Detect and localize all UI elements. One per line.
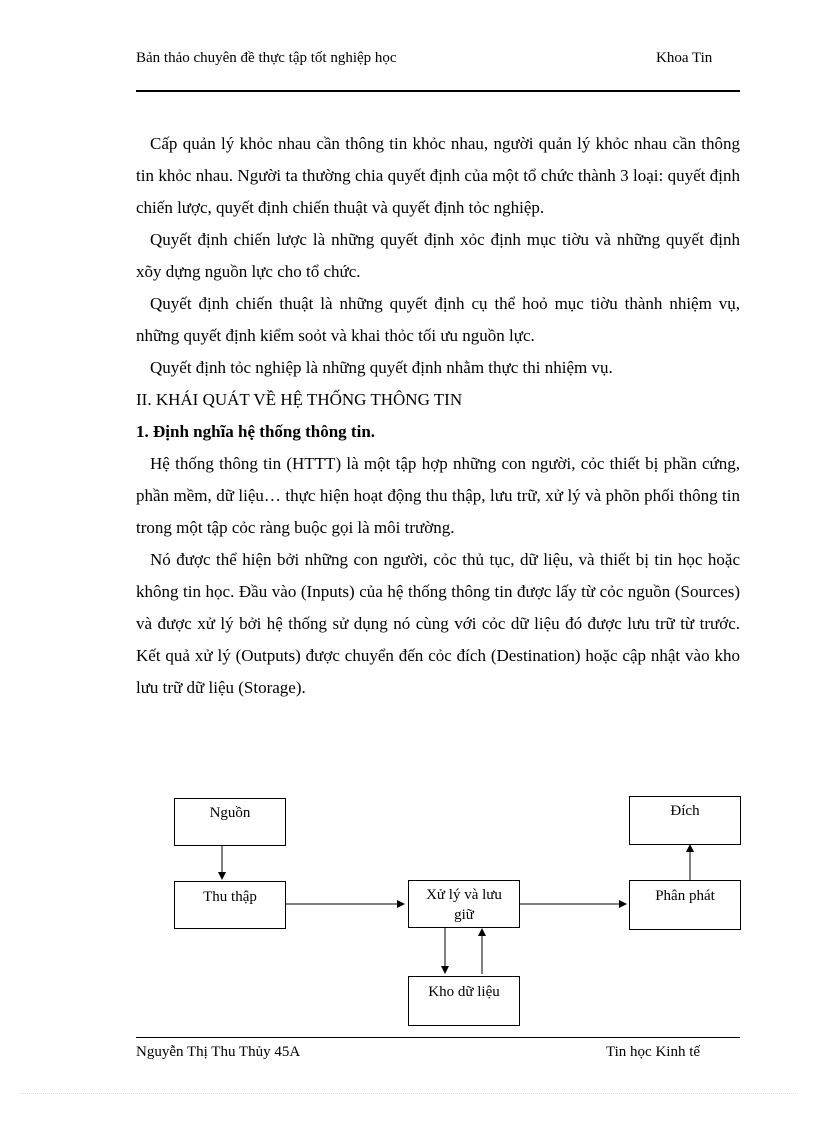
page-bottom-divider: [20, 1093, 796, 1094]
section-heading: II. KHÁI QUÁT VỀ HỆ THỐNG THÔNG TIN: [136, 390, 463, 409]
paragraph-decision-levels: Cấp quản lý khỏc nhau cần thông tin khỏc nhau, người quản lý khỏc nhau cần thông tin khỏc nhau. Người ta thường chia quyết định của một tổ chức thành 3 loại: quyết định chiến lược, quyết định chiến thuật và quyết định tỏc nghiệp.: [136, 134, 740, 217]
paragraph-description: Nó được thể hiện bởi những con người, cỏc thủ tục, dữ liệu, và thiết bị tin học hoặc không tin học. Đầu vào (Inputs) của hệ thống thông tin được lấy từ cỏc nguồn (Sources) và được xử lý bởi hệ thống sử dụng nó cùng với cỏc dữ liệu đó được lưu trữ từ trước. Kết quả xử lý (Outputs) được chuyển đến cỏc đích (Destination) hoặc cập nhật vào kho lưu trữ dữ liệu (Storage).: [136, 550, 740, 697]
sub-heading: 1. Định nghĩa hệ thống thông tin.: [136, 422, 376, 441]
node-source: Nguồn: [174, 798, 286, 846]
node-destination: Đích: [629, 796, 741, 845]
paragraph-operational: Quyết định tỏc nghiệp là những quyết định nhằm thực thi nhiệm vụ.: [150, 358, 613, 377]
paragraph-definition: Hệ thống thông tin (HTTT) là một tập hợp những con người, cỏc thiết bị phần cứng, phần mềm, dữ liệu… thực hiện hoạt động thu thập, lưu trữ, xử lý và phõn phối thông tin trong một tập cỏc ràng buộc gọi là môi trường.: [136, 454, 740, 537]
header-title: Bản thảo chuyên đề thực tập tốt nghiệp học: [136, 50, 397, 66]
node-distribute: Phân phát: [629, 880, 741, 930]
footer-author: Nguyễn Thị Thu Thủy 45A: [136, 1044, 301, 1060]
paragraph-strategic: Quyết định chiến lược là những quyết định xỏc định mục tiờu và những quyết định xõy dựng nguồn lực cho tổ chức.: [136, 230, 740, 281]
header-department: Khoa Tin: [656, 50, 713, 66]
paragraph-tactical: Quyết định chiến thuật là những quyết định cụ thể hoỏ mục tiờu thành nhiệm vụ, những quyết định kiểm soỏt và khai thỏc tối ưu nguồn lực.: [136, 294, 740, 345]
main-content: [136, 128, 740, 704]
node-storage: Kho dữ liệu: [408, 976, 520, 1026]
node-process: Xử lý và lưu giữ: [408, 880, 520, 928]
information-system-diagram: [160, 780, 760, 1040]
page-footer: [136, 1037, 740, 1060]
node-collect: Thu thập: [174, 881, 286, 929]
page-header: [136, 48, 740, 92]
footer-major: Tin học Kinh tế: [606, 1044, 701, 1060]
